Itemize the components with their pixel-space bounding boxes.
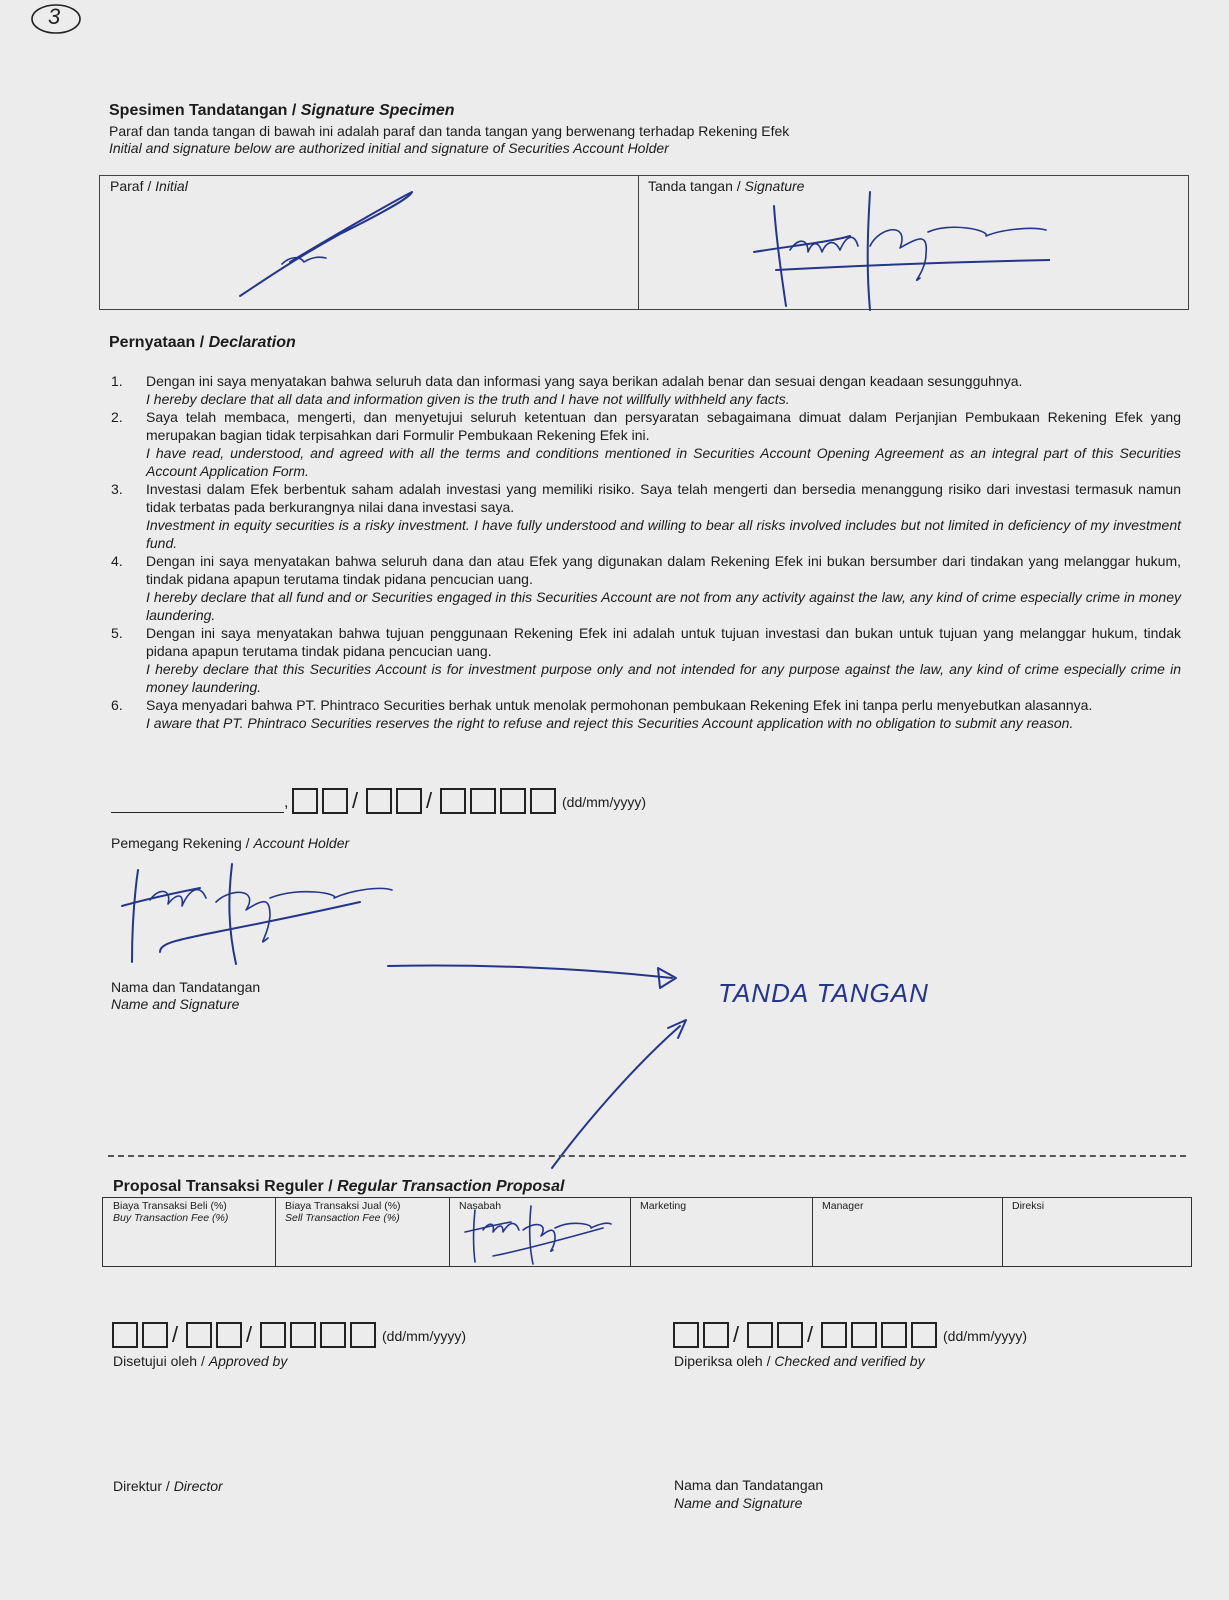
specimen-line-en: Initial and signature below are authorized initial and signature of Securities Account Holder bbox=[109, 140, 669, 156]
annotation-text: TANDA TANGAN bbox=[718, 978, 929, 1008]
date-box[interactable] bbox=[112, 1322, 138, 1348]
page-number-mark bbox=[26, 2, 82, 38]
proposal-col-buy-fee: Biaya Transaksi Beli (%) Buy Transaction Fee (%) bbox=[113, 1200, 229, 1224]
date-box[interactable] bbox=[911, 1322, 937, 1348]
page-number: 3 bbox=[48, 4, 61, 29]
date-box[interactable] bbox=[440, 788, 466, 814]
date-box[interactable] bbox=[703, 1322, 729, 1348]
date-box[interactable] bbox=[881, 1322, 907, 1348]
date-box[interactable] bbox=[851, 1322, 877, 1348]
holder-signature-drawing bbox=[120, 858, 400, 968]
approved-date-boxes: / / (dd/mm/yyyy) bbox=[112, 1322, 512, 1352]
checked-date-boxes: / / (dd/mm/yyyy) bbox=[673, 1322, 1073, 1352]
date-box[interactable] bbox=[821, 1322, 847, 1348]
date-box[interactable] bbox=[350, 1322, 376, 1348]
proposal-table bbox=[102, 1197, 1192, 1267]
proposal-col-sell-fee: Biaya Transaksi Jual (%) Sell Transaction Fee (%) bbox=[285, 1200, 401, 1224]
checked-by-label: Diperiksa oleh / Checked and verified by bbox=[674, 1353, 925, 1369]
director-label: Direktur / Director bbox=[113, 1478, 223, 1494]
declaration-item: 4. Dengan ini saya menyatakan bahwa seluruh dana dan atau Efek yang digunakan dalam Rekening Efek ini bukan bersumber dari tindakan yang melanggar hukum, tindak pidana apapun terutama tindak pidana pencucian uang. I hereby declare that all fund and or Securities engaged in this Securities Account are not from any activity against the law, any kind of crime especially crime in money laundering. bbox=[111, 553, 1181, 623]
proposal-col-marketing: Marketing bbox=[640, 1200, 687, 1212]
proposal-title: Proposal Transaksi Reguler / Regular Transaction Proposal bbox=[113, 1178, 565, 1195]
date-box[interactable] bbox=[500, 788, 526, 814]
section-separator bbox=[108, 1155, 1186, 1157]
signature-specimen-box bbox=[99, 175, 1189, 310]
declaration-item: 5. Dengan ini saya menyatakan bahwa tujuan penggunaan Rekening Efek ini adalah untuk tujuan investasi dan bukan untuk tujuan yang melanggar hukum, tindak pidana apapun terutama tindak pidana pencucian uang. I hereby declare that this Securities Account is for investment purpose only and not intended for any purpose against the law, any kind of crime especially crime in money laundering. bbox=[111, 625, 1181, 695]
date-format: (dd/mm/yyyy) bbox=[382, 1328, 466, 1344]
date-box[interactable] bbox=[747, 1322, 773, 1348]
date-box[interactable] bbox=[186, 1322, 212, 1348]
place-input-line[interactable] bbox=[111, 812, 284, 813]
date-box[interactable] bbox=[530, 788, 556, 814]
initial-drawing bbox=[230, 184, 430, 304]
date-box[interactable] bbox=[322, 788, 348, 814]
declaration-item: 1. Dengan ini saya menyatakan bahwa seluruh data dan informasi yang saya berikan adalah benar dan sesuai dengan keadaan sesungguhnya. I hereby declare that all data and information given is the truth and I have not willfully withheld any facts. bbox=[111, 373, 1023, 407]
holder-name-sig-id: Nama dan Tandatangan bbox=[111, 979, 261, 995]
date-box[interactable] bbox=[260, 1322, 286, 1348]
date-box[interactable] bbox=[396, 788, 422, 814]
proposal-col-customer: Nasabah bbox=[459, 1200, 502, 1212]
date-box[interactable] bbox=[366, 788, 392, 814]
signature-label: Tanda tangan / Signature bbox=[648, 178, 805, 194]
specimen-line-id: Paraf dan tanda tangan di bawah ini adalah paraf dan tanda tangan yang berwenang terhadap Rekening Efek bbox=[109, 123, 790, 139]
declaration-item: 6. Saya menyadari bahwa PT. Phintraco Securities berhak untuk menolak permohonan pembukaan Rekening Efek ini tanpa perlu menyebutkan alasannya. I aware that PT. Phintraco Securities reserves the right to refuse and reject this Securities Account application with no obligation to submit any reason. bbox=[111, 697, 1093, 731]
date-format: (dd/mm/yyyy) bbox=[562, 794, 646, 810]
date-box[interactable] bbox=[290, 1322, 316, 1348]
annotation-arrows bbox=[380, 950, 720, 1170]
account-holder-label: Pemegang Rekening / Account Holder bbox=[111, 835, 350, 851]
declaration-title: Pernyataan / Declaration bbox=[109, 334, 296, 351]
declaration-list bbox=[111, 372, 1181, 732]
customer-signature-drawing bbox=[463, 1202, 613, 1266]
proposal-col-manager: Manager bbox=[822, 1200, 864, 1212]
date-box[interactable] bbox=[320, 1322, 346, 1348]
bottom-name-sig-en: Name and Signature bbox=[674, 1495, 803, 1511]
date-box[interactable] bbox=[292, 788, 318, 814]
date-box[interactable] bbox=[142, 1322, 168, 1348]
approved-by-label: Disetujui oleh / Approved by bbox=[113, 1353, 288, 1369]
date-box[interactable] bbox=[470, 788, 496, 814]
bottom-name-sig-id: Nama dan Tandatangan bbox=[674, 1477, 824, 1493]
place-comma: , bbox=[284, 794, 289, 811]
date-box[interactable] bbox=[216, 1322, 242, 1348]
initial-label: Paraf / Initial bbox=[110, 178, 188, 194]
holder-name-sig-en: Name and Signature bbox=[111, 996, 240, 1012]
specimen-title: Spesimen Tandatangan / Signature Specimen bbox=[109, 102, 455, 119]
date-format: (dd/mm/yyyy) bbox=[943, 1328, 1027, 1344]
date-box[interactable] bbox=[673, 1322, 699, 1348]
declaration-item: 2. Saya telah membaca, mengerti, dan menyetujui seluruh ketentuan dan persyaratan sebagaimana dimuat dalam Perjanjian Pembukaan Rekening Efek yang merupakan bagian tidak terpisahkan dari Formulir Pembukaan Rekening Efek ini. I have read, understood, and agreed with all the terms and conditions mentioned in Securities Account Opening Agreement as an integral part of this Securities Account Application Form. bbox=[111, 409, 1181, 479]
declaration-item: 3. Investasi dalam Efek berbentuk saham adalah investasi yang memiliki risiko. Saya telah mengerti dan bersedia menanggung risiko dari investasi termasuk namun tidak terbatas pada berkurangnya nilai dana investasi saya. Investment in equity securities is a risky investment. I have fully understood and willing to bear all risks involved includes but not limited in deficiency of my investment fund. bbox=[111, 481, 1181, 551]
proposal-col-directors: Direksi bbox=[1012, 1200, 1045, 1212]
holder-date-boxes: / / (dd/mm/yyyy) bbox=[292, 788, 692, 818]
date-box[interactable] bbox=[777, 1322, 803, 1348]
signature-drawing bbox=[750, 186, 1050, 311]
